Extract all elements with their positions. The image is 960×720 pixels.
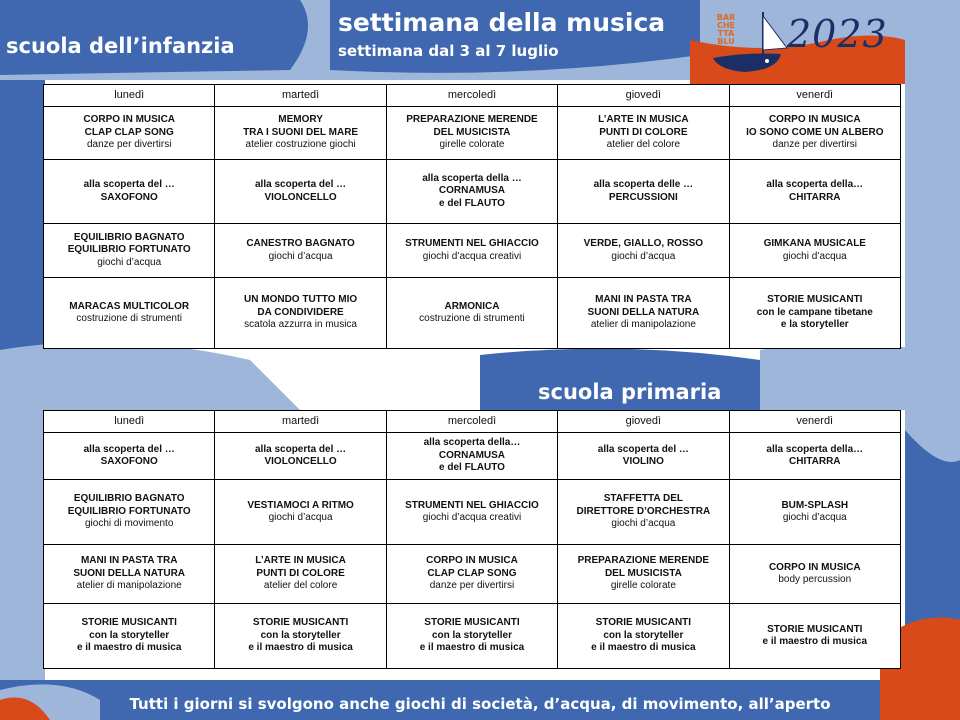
table-row xyxy=(44,545,901,604)
day-header: mercoledì xyxy=(386,411,557,433)
schedule-cell: alla scoperta del … SAXOFONO xyxy=(44,160,215,224)
schedule-cell: L’ARTE IN MUSICA PUNTI DI COLORE atelier del colore xyxy=(215,545,386,604)
schedule-cell: PREPARAZIONE MERENDE DEL MUSICISTA girelle colorate xyxy=(558,545,729,604)
logo-year: 2023 xyxy=(787,12,888,56)
schedule-cell: STORIE MUSICANTI con la storyteller e il maestro di musica xyxy=(558,604,729,669)
schedule-cell: GIMKANA MUSICALE giochi d’acqua xyxy=(729,224,900,278)
table-row xyxy=(44,160,901,224)
schedule-cell: STORIE MUSICANTI con la storyteller e il maestro di musica xyxy=(386,604,557,669)
schedule-cell: CANESTRO BAGNATO giochi d’acqua xyxy=(215,224,386,278)
schedule-cell: alla scoperta del … SAXOFONO xyxy=(44,433,215,480)
schedule-cell: STORIE MUSICANTI con la storyteller e il maestro di musica xyxy=(215,604,386,669)
day-header: lunedì xyxy=(44,85,215,107)
schedule-cell: STORIE MUSICANTI con le campane tibetane e la storyteller xyxy=(729,278,900,349)
schedule-cell: EQUILIBRIO BAGNATO EQUILIBRIO FORTUNATO giochi d’acqua xyxy=(44,224,215,278)
table-row xyxy=(44,604,901,669)
header-row xyxy=(44,85,901,107)
primaria-schedule-table xyxy=(43,410,901,669)
schedule-cell: STAFFETTA DEL DIRETTORE D’ORCHESTRA giochi d’acqua xyxy=(558,480,729,545)
day-header: martedì xyxy=(215,85,386,107)
schedule-cell: STRUMENTI NEL GHIACCIO giochi d’acqua creativi xyxy=(386,224,557,278)
barchetta-blu-logo xyxy=(705,8,905,78)
schedule-cell: MEMORY TRA I SUONI DEL MARE atelier costruzione giochi xyxy=(215,107,386,160)
day-header: giovedì xyxy=(558,85,729,107)
header-row xyxy=(44,411,901,433)
footer-note: Tutti i giorni si svolgono anche giochi di società, d’acqua, di movimento, all’aperto xyxy=(129,695,831,713)
schedule-cell: alla scoperta del … VIOLONCELLO xyxy=(215,433,386,480)
primaria-title: scuola primaria xyxy=(538,380,722,404)
schedule-cell: L’ARTE IN MUSICA PUNTI DI COLORE atelier del colore xyxy=(558,107,729,160)
day-header: martedì xyxy=(215,411,386,433)
infanzia-schedule-table xyxy=(43,84,901,349)
schedule-cell: alla scoperta del … VIOLONCELLO xyxy=(215,160,386,224)
day-header: mercoledì xyxy=(386,85,557,107)
table-row xyxy=(44,480,901,545)
day-header: giovedì xyxy=(558,411,729,433)
schedule-cell: UN MONDO TUTTO MIO DA CONDIVIDERE scatola azzurra in musica xyxy=(215,278,386,349)
logo-brand-text: BAR CHE TTA BLU xyxy=(716,13,736,46)
day-header: venerdì xyxy=(729,411,900,433)
schedule-cell: STRUMENTI NEL GHIACCIO giochi d’acqua creativi xyxy=(386,480,557,545)
schedule-cell: STORIE MUSICANTI con la storyteller e il maestro di musica xyxy=(44,604,215,669)
schedule-cell: MARACAS MULTICOLOR costruzione di strumenti xyxy=(44,278,215,349)
page-title: settimana della musica xyxy=(338,8,666,37)
schedule-cell: alla scoperta delle … PERCUSSIONI xyxy=(558,160,729,224)
day-header: venerdì xyxy=(729,85,900,107)
schedule-cell: CORPO IN MUSICA IO SONO COME UN ALBERO danze per divertirsi xyxy=(729,107,900,160)
schedule-cell: ARMONICA costruzione di strumenti xyxy=(386,278,557,349)
schedule-cell: CORPO IN MUSICA body percussion xyxy=(729,545,900,604)
schedule-cell: PREPARAZIONE MERENDE DEL MUSICISTA girelle colorate xyxy=(386,107,557,160)
schedule-cell: alla scoperta della… CHITARRA xyxy=(729,160,900,224)
table-row xyxy=(44,107,901,160)
schedule-cell: CORPO IN MUSICA CLAP CLAP SONG danze per divertirsi xyxy=(44,107,215,160)
infanzia-title: scuola dell’infanzia xyxy=(6,34,235,58)
schedule-cell: MANI IN PASTA TRA SUONI DELLA NATURA atelier di manipolazione xyxy=(44,545,215,604)
table-row xyxy=(44,224,901,278)
schedule-cell: alla scoperta del … VIOLINO xyxy=(558,433,729,480)
schedule-cell: STORIE MUSICANTI e il maestro di musica xyxy=(729,604,900,669)
table-row xyxy=(44,278,901,349)
table-row xyxy=(44,433,901,480)
schedule-cell: alla scoperta della… CORNAMUSA e del FLAUTO xyxy=(386,433,557,480)
schedule-cell: EQUILIBRIO BAGNATO EQUILIBRIO FORTUNATO giochi di movimento xyxy=(44,480,215,545)
schedule-cell: alla scoperta della … CORNAMUSA e del FLAUTO xyxy=(386,160,557,224)
schedule-cell: VERDE, GIALLO, ROSSO giochi d’acqua xyxy=(558,224,729,278)
schedule-cell: VESTIAMOCI A RITMO giochi d’acqua xyxy=(215,480,386,545)
schedule-cell: MANI IN PASTA TRA SUONI DELLA NATURA atelier di manipolazione xyxy=(558,278,729,349)
day-header: lunedì xyxy=(44,411,215,433)
page-subtitle: settimana dal 3 al 7 luglio xyxy=(338,42,559,60)
schedule-cell: alla scoperta della… CHITARRA xyxy=(729,433,900,480)
schedule-cell: CORPO IN MUSICA CLAP CLAP SONG danze per divertirsi xyxy=(386,545,557,604)
schedule-cell: BUM-SPLASH giochi d’acqua xyxy=(729,480,900,545)
